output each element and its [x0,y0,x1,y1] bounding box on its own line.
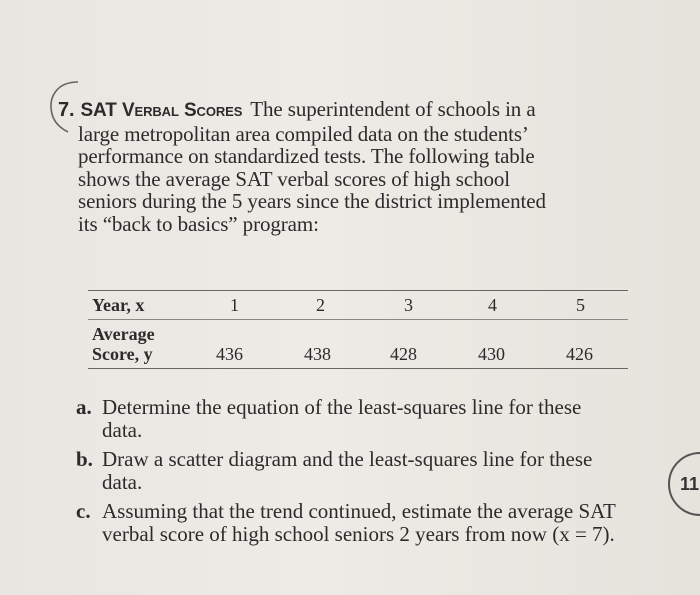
part-b: b. Draw a scatter diagram and the least-squares line for these data. [76,447,593,494]
problem-line-1: The superintendent of schools in a [250,97,536,121]
part-c: c. Assuming that the trend continued, estimate the average SAT verbal score of high school seniors 2 years from now (x = 7). [76,499,616,546]
year-cell: 2 [316,295,325,315]
score-cell: 430 [478,344,505,364]
score-cell: 426 [566,344,593,364]
problem-number: 7. [58,99,75,121]
textbook-page [40,70,680,590]
year-cell: 1 [230,295,239,315]
problem-parts [58,396,618,552]
problem-line-2: large metropolitan area compiled data on the students’ [78,121,529,146]
year-cell: 5 [576,295,585,315]
problem-line-5: seniors during the 5 years since the district implemented [78,189,546,213]
problem-7 [58,98,618,235]
year-label: Year, x [92,295,145,315]
problem-line-4: shows the average SAT verbal scores of high school [78,166,511,191]
year-cell: 4 [488,295,497,315]
margin-problem-number: 11 [668,452,700,516]
score-label: Average Score, y [92,324,155,364]
data-table [88,290,628,369]
table-row-year [88,291,628,319]
score-cell: 436 [216,344,243,364]
year-cell: 3 [404,295,413,315]
problem-line-3: performance on standardized tests. The following table [78,144,535,168]
part-a: a. Determine the equation of the least-squares line for these data. [76,395,582,442]
score-cell: 428 [390,344,417,364]
problem-title: SAT Verbal Scores [80,100,243,121]
score-cell: 438 [304,344,331,364]
problem-line-6: its “back to basics” program: [78,211,319,236]
table-row-score [88,319,628,368]
